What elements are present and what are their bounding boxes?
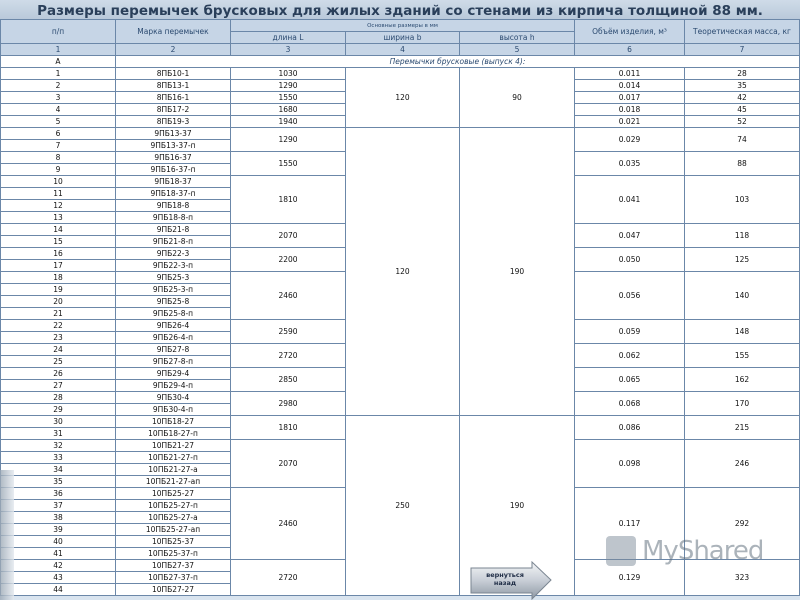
row-number: 23 bbox=[1, 332, 116, 344]
row-number: 35 bbox=[1, 476, 116, 488]
row-number: 3 bbox=[1, 92, 116, 104]
row-number: 31 bbox=[1, 428, 116, 440]
brand-cell: 9ПБ25-3 bbox=[116, 272, 231, 284]
row-number: 27 bbox=[1, 380, 116, 392]
mass-cell: 148 bbox=[685, 320, 800, 344]
col-number: 5 bbox=[460, 44, 575, 56]
row-number: 10 bbox=[1, 176, 116, 188]
brand-cell: 10ПБ18-27 bbox=[116, 416, 231, 428]
volume-cell: 0.065 bbox=[575, 368, 685, 392]
brand-cell: 9ПБ13-37-п bbox=[116, 140, 231, 152]
volume-cell: 0.098 bbox=[575, 440, 685, 488]
mass-cell: 155 bbox=[685, 344, 800, 368]
table-row bbox=[1, 68, 800, 80]
brand-cell: 9ПБ18-8-п bbox=[116, 212, 231, 224]
section-row bbox=[1, 56, 800, 68]
mass-cell: 323 bbox=[685, 560, 800, 596]
col-number: 2 bbox=[116, 44, 231, 56]
header-width: ширина b bbox=[346, 32, 460, 44]
brand-cell: 9ПБ22-3 bbox=[116, 248, 231, 260]
row-number: 12 bbox=[1, 200, 116, 212]
col-number: 7 bbox=[685, 44, 800, 56]
brand-cell: 9ПБ25-8-п bbox=[116, 308, 231, 320]
watermark-text: MyShared bbox=[642, 536, 764, 566]
length-cell: 1550 bbox=[231, 92, 346, 104]
brand-cell: 8ПБ10-1 bbox=[116, 68, 231, 80]
row-number: 4 bbox=[1, 104, 116, 116]
volume-cell: 0.018 bbox=[575, 104, 685, 116]
col-number: 1 bbox=[1, 44, 116, 56]
length-cell: 1290 bbox=[231, 128, 346, 152]
volume-cell: 0.041 bbox=[575, 176, 685, 224]
section-title: Перемычки брусковые (выпуск 4): bbox=[116, 56, 800, 68]
table-body bbox=[1, 56, 800, 596]
row-number: 38 bbox=[1, 512, 116, 524]
row-number: 43 bbox=[1, 572, 116, 584]
row-number: 28 bbox=[1, 392, 116, 404]
length-cell: 1680 bbox=[231, 104, 346, 116]
column-numbers-row bbox=[1, 44, 800, 56]
mass-cell: 42 bbox=[685, 92, 800, 104]
row-number: 7 bbox=[1, 140, 116, 152]
row-number: 8 bbox=[1, 152, 116, 164]
table-row bbox=[1, 128, 800, 140]
row-number: 17 bbox=[1, 260, 116, 272]
mass-cell: 170 bbox=[685, 392, 800, 416]
brand-cell: 10ПБ25-27 bbox=[116, 488, 231, 500]
mass-cell: 52 bbox=[685, 116, 800, 128]
row-number: 9 bbox=[1, 164, 116, 176]
brand-cell: 10ПБ21-27 bbox=[116, 440, 231, 452]
length-cell: 2850 bbox=[231, 368, 346, 392]
mass-cell: 45 bbox=[685, 104, 800, 116]
brand-cell: 9ПБ29-4 bbox=[116, 368, 231, 380]
mass-cell: 215 bbox=[685, 416, 800, 440]
brand-cell: 9ПБ25-8 bbox=[116, 296, 231, 308]
mass-cell: 292 bbox=[685, 488, 800, 560]
row-number: 26 bbox=[1, 368, 116, 380]
brand-cell: 9ПБ26-4 bbox=[116, 320, 231, 332]
brand-cell: 9ПБ16-37 bbox=[116, 152, 231, 164]
brand-cell: 9ПБ21-8-п bbox=[116, 236, 231, 248]
mass-cell: 88 bbox=[685, 152, 800, 176]
brand-cell: 10ПБ27-27 bbox=[116, 584, 231, 596]
watermark bbox=[606, 536, 763, 566]
volume-cell: 0.050 bbox=[575, 248, 685, 272]
col-number: 4 bbox=[346, 44, 460, 56]
brand-cell: 9ПБ27-8-п bbox=[116, 356, 231, 368]
length-cell: 1550 bbox=[231, 152, 346, 176]
watermark-logo-icon bbox=[606, 536, 636, 566]
length-cell: 2070 bbox=[231, 440, 346, 488]
height-cell: 190 bbox=[460, 416, 575, 596]
volume-cell: 0.086 bbox=[575, 416, 685, 440]
mass-cell: 74 bbox=[685, 128, 800, 152]
header-brand: Марка перемычек bbox=[116, 20, 231, 44]
volume-cell: 0.014 bbox=[575, 80, 685, 92]
brand-cell: 10ПБ21-27-п bbox=[116, 452, 231, 464]
mass-cell: 125 bbox=[685, 248, 800, 272]
brand-cell: 8ПБ17-2 bbox=[116, 104, 231, 116]
row-number: 14 bbox=[1, 224, 116, 236]
table-row bbox=[1, 416, 800, 428]
mass-cell: 103 bbox=[685, 176, 800, 224]
mass-cell: 118 bbox=[685, 224, 800, 248]
row-number: 11 bbox=[1, 188, 116, 200]
col-number: 6 bbox=[575, 44, 685, 56]
brand-cell: 10ПБ25-27-а bbox=[116, 512, 231, 524]
length-cell: 2980 bbox=[231, 392, 346, 416]
mass-cell: 28 bbox=[685, 68, 800, 80]
side-decoration bbox=[0, 470, 14, 600]
brand-cell: 9ПБ21-8 bbox=[116, 224, 231, 236]
volume-cell: 0.047 bbox=[575, 224, 685, 248]
row-number: 25 bbox=[1, 356, 116, 368]
brand-cell: 9ПБ30-4-п bbox=[116, 404, 231, 416]
brand-cell: 9ПБ13-37 bbox=[116, 128, 231, 140]
volume-cell: 0.011 bbox=[575, 68, 685, 80]
row-number: 41 bbox=[1, 548, 116, 560]
row-number: 6 bbox=[1, 128, 116, 140]
row-number: 34 bbox=[1, 464, 116, 476]
row-number: 30 bbox=[1, 416, 116, 428]
brand-cell: 10ПБ21-27-ап bbox=[116, 476, 231, 488]
length-cell: 1810 bbox=[231, 416, 346, 440]
brand-cell: 10ПБ25-37-п bbox=[116, 548, 231, 560]
table-wrapper bbox=[0, 19, 800, 600]
width-cell: 250 bbox=[346, 416, 460, 596]
row-number: 19 bbox=[1, 284, 116, 296]
header-volume: Объём изделия, м³ bbox=[575, 20, 685, 44]
section-letter: А bbox=[1, 56, 116, 68]
row-number: 39 bbox=[1, 524, 116, 536]
length-cell: 2460 bbox=[231, 272, 346, 320]
header-mass: Теоретическая масса, кг bbox=[685, 20, 800, 44]
volume-cell: 0.056 bbox=[575, 272, 685, 320]
header-pn: п/п bbox=[1, 20, 116, 44]
volume-cell: 0.129 bbox=[575, 560, 685, 596]
row-number: 2 bbox=[1, 80, 116, 92]
row-number: 32 bbox=[1, 440, 116, 452]
brand-cell: 10ПБ27-37-п bbox=[116, 572, 231, 584]
length-cell: 1810 bbox=[231, 176, 346, 224]
brand-cell: 9ПБ18-37-п bbox=[116, 188, 231, 200]
length-cell: 2590 bbox=[231, 320, 346, 344]
title-bar bbox=[0, 0, 800, 19]
volume-cell: 0.017 bbox=[575, 92, 685, 104]
row-number: 29 bbox=[1, 404, 116, 416]
brand-cell: 8ПБ13-1 bbox=[116, 80, 231, 92]
length-cell: 1290 bbox=[231, 80, 346, 92]
length-cell: 2070 bbox=[231, 224, 346, 248]
brand-cell: 9ПБ27-8 bbox=[116, 344, 231, 356]
width-cell: 120 bbox=[346, 128, 460, 416]
lintels-table bbox=[0, 19, 800, 596]
row-number: 18 bbox=[1, 272, 116, 284]
volume-cell: 0.059 bbox=[575, 320, 685, 344]
back-button-label: вернуться назад bbox=[486, 571, 524, 587]
brand-cell: 9ПБ26-4-п bbox=[116, 332, 231, 344]
height-cell: 190 bbox=[460, 128, 575, 416]
brand-cell: 9ПБ16-37-п bbox=[116, 164, 231, 176]
volume-cell: 0.062 bbox=[575, 344, 685, 368]
length-cell: 2460 bbox=[231, 488, 346, 560]
brand-cell: 9ПБ30-4 bbox=[116, 392, 231, 404]
mass-cell: 162 bbox=[685, 368, 800, 392]
length-cell: 1940 bbox=[231, 116, 346, 128]
header-height: высота h bbox=[460, 32, 575, 44]
row-number: 15 bbox=[1, 236, 116, 248]
row-number: 37 bbox=[1, 500, 116, 512]
row-number: 33 bbox=[1, 452, 116, 464]
volume-cell: 0.021 bbox=[575, 116, 685, 128]
length-cell: 2200 bbox=[231, 248, 346, 272]
back-button[interactable] bbox=[470, 561, 552, 600]
width-cell: 120 bbox=[346, 68, 460, 128]
row-number: 36 bbox=[1, 488, 116, 500]
volume-cell: 0.117 bbox=[575, 488, 685, 560]
height-cell: 90 bbox=[460, 68, 575, 128]
length-cell: 2720 bbox=[231, 560, 346, 596]
brand-cell: 10ПБ25-27-п bbox=[116, 500, 231, 512]
brand-cell: 9ПБ18-8 bbox=[116, 200, 231, 212]
brand-cell: 10ПБ21-27-а bbox=[116, 464, 231, 476]
brand-cell: 9ПБ25-3-п bbox=[116, 284, 231, 296]
brand-cell: 8ПБ16-1 bbox=[116, 92, 231, 104]
row-number: 42 bbox=[1, 560, 116, 572]
length-cell: 1030 bbox=[231, 68, 346, 80]
header-length: длина L bbox=[231, 32, 346, 44]
mass-cell: 35 bbox=[685, 80, 800, 92]
brand-cell: 10ПБ27-37 bbox=[116, 560, 231, 572]
row-number: 44 bbox=[1, 584, 116, 596]
volume-cell: 0.068 bbox=[575, 392, 685, 416]
mass-cell: 140 bbox=[685, 272, 800, 320]
row-number: 5 bbox=[1, 116, 116, 128]
row-number: 24 bbox=[1, 344, 116, 356]
brand-cell: 9ПБ18-37 bbox=[116, 176, 231, 188]
brand-cell: 10ПБ18-27-п bbox=[116, 428, 231, 440]
mass-cell: 246 bbox=[685, 440, 800, 488]
row-number: 13 bbox=[1, 212, 116, 224]
row-number: 40 bbox=[1, 536, 116, 548]
length-cell: 2720 bbox=[231, 344, 346, 368]
row-number: 16 bbox=[1, 248, 116, 260]
brand-cell: 8ПБ19-3 bbox=[116, 116, 231, 128]
brand-cell: 10ПБ25-27-ап bbox=[116, 524, 231, 536]
page-title: Размеры перемычек брусковых для жилых зданий со стенами из кирпича толщиной 88 мм. bbox=[37, 3, 763, 19]
row-number: 21 bbox=[1, 308, 116, 320]
row-number: 1 bbox=[1, 68, 116, 80]
brand-cell: 9ПБ29-4-п bbox=[116, 380, 231, 392]
row-number: 22 bbox=[1, 320, 116, 332]
volume-cell: 0.029 bbox=[575, 128, 685, 152]
header-basic-dims: Основные размеры в мм bbox=[231, 20, 575, 32]
brand-cell: 10ПБ25-37 bbox=[116, 536, 231, 548]
row-number: 20 bbox=[1, 296, 116, 308]
volume-cell: 0.035 bbox=[575, 152, 685, 176]
brand-cell: 9ПБ22-3-п bbox=[116, 260, 231, 272]
col-number: 3 bbox=[231, 44, 346, 56]
